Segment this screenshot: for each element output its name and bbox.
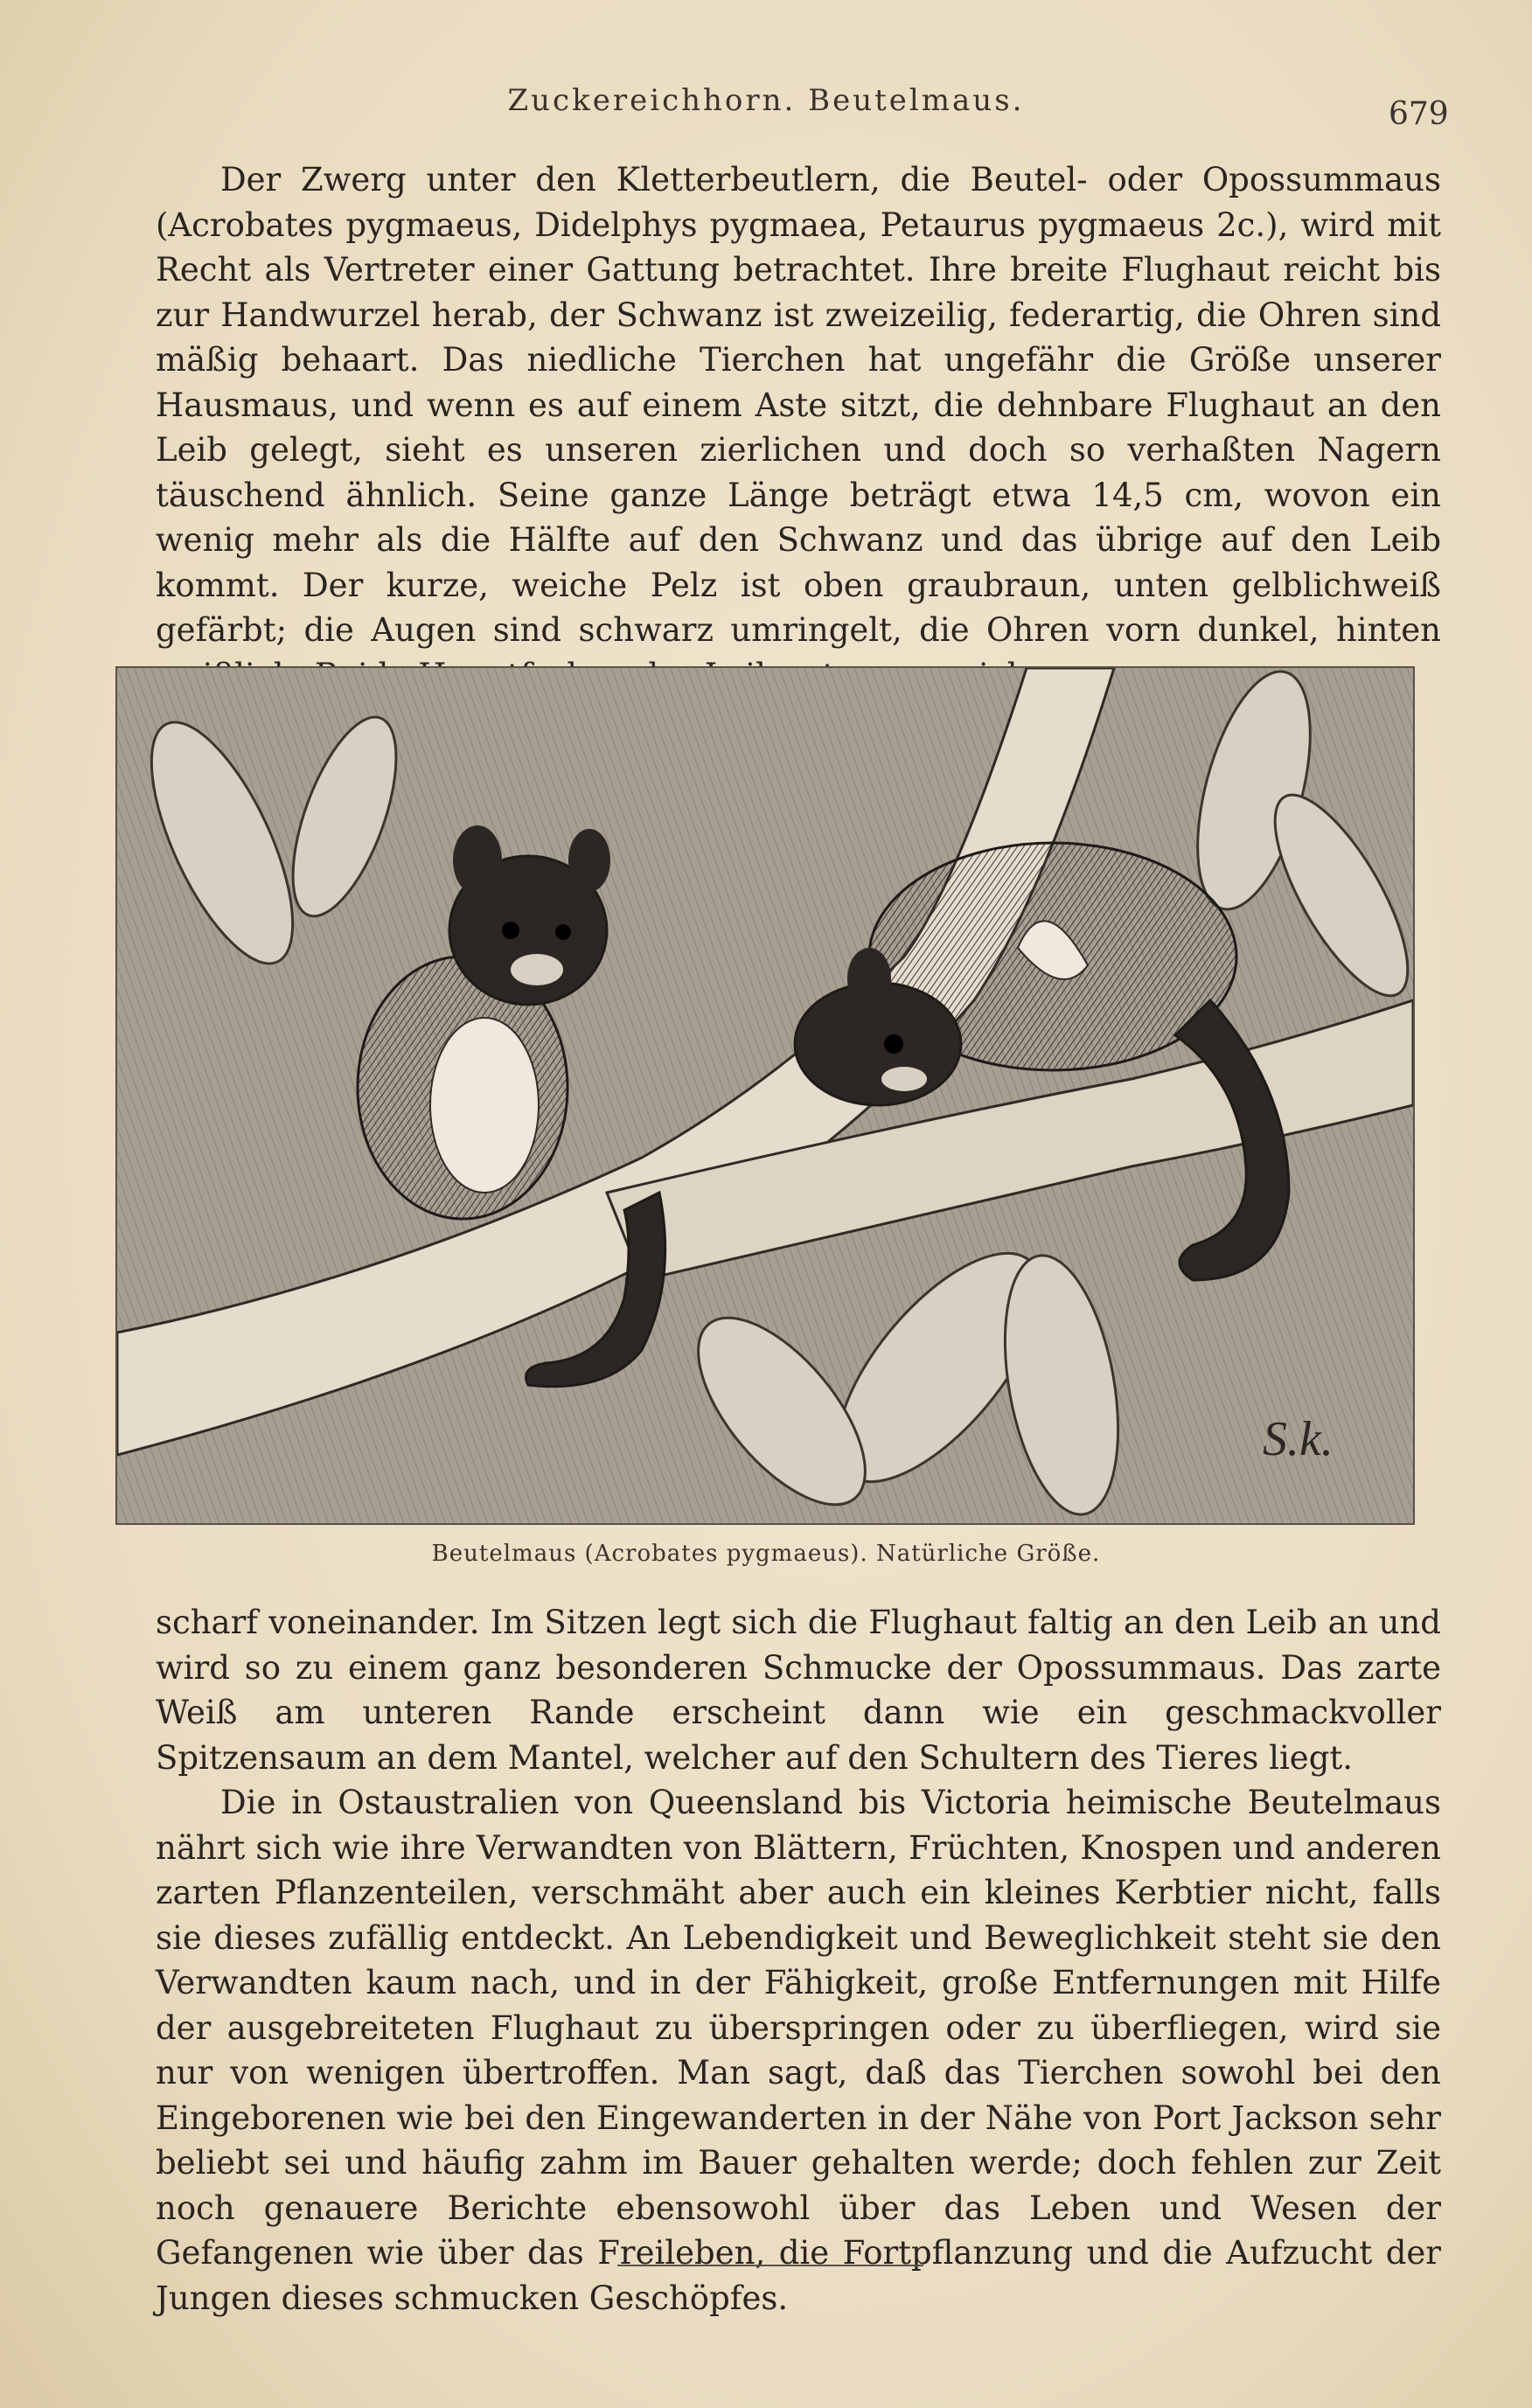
body-text-top	[156, 157, 1441, 698]
illustration	[115, 666, 1415, 1525]
body-text-bottom	[156, 1600, 1441, 2321]
paragraph: scharf voneinander. Im Sitzen legt sich die Flughaut faltig an den Leib an und wird so zu einem ganz besonderen Schmucke der Opossummaus. Das zarte Weiß am unteren Rande erscheint dann wie ein geschmackvoller Spitzensaum an dem Mantel, welcher auf den Schultern des Tieres liegt.	[156, 1604, 1441, 1777]
running-head: Zuckereichhorn. Beutelmaus.	[507, 83, 1025, 118]
paragraph: Der Zwerg unter den Kletterbeutlern, die Beutel- oder Opossummaus (Acrobates pygmaeus, Didelphys pygmaea, Petaurus pygmaeus 2c.), wird mit Recht als Vertreter einer Gattung betrachtet. Ihre breite Flughaut reicht bis zur Handwurzel herab, der Schwanz ist zweizeilig, federartig, die Ohren sind mäßig behaart. Das niedliche Tierchen hat ungefähr die Größe unserer Hausmaus, und wenn es auf einem Aste sitzt, die dehnbare Flughaut an den Leib gelegt, sieht es unseren zierlichen und doch so verhaßten Nagern täuschend ähnlich. Seine ganze Länge beträgt etwa 14,5 cm, wovon ein wenig mehr als die Hälfte auf den Schwanz und das übrige auf den Leib kommt. Der kurze, weiche Pelz ist oben graubraun, unten gelblichweiß gefärbt; die Augen sind schwarz umringelt, die Ohren vorn dunkel, hinten	[156, 161, 1441, 649]
section-end-rule	[617, 2265, 923, 2266]
engraving-feathertail-gliders	[117, 668, 1413, 1523]
paragraph: Die in Ostaustralien von Queensland bis Victoria heimische Beutelmaus nährt sich wie ihre Verwandten von Blättern, Früchten, Knospen und anderen zarten Pflanzenteilen, verschmäht aber auch ein kleines Kerbtier nicht, falls sie dieses zufällig entdeckt. An Lebendigkeit und Beweglichkeit steht sie den Verwandten kaum nach, und in der Fähigkeit, große Entfernungen mit Hilfe der ausgebreiteten Flughaut zu überspringen oder zu überfliegen, wird sie nur von wenigen übertroffen. Man sagt, daß das Tierchen sowohl bei den Eingeborenen wie bei den Eingewanderten in der Nähe von Port Jackson sehr beliebt sei und häufig zahm im Bauer gehalten werde; doch fehlen zur Zeit noch genauere Berichte ebensowohl über das Leben und Wesen der Gefangenen wie über das Freileben, die Fortpflanzung und die Aufzucht der Jungen dieses schmucken Geschöpfes.	[156, 1784, 1441, 2317]
figure-caption: Beutelmaus (Acrobates pygmaeus). Natürliche Größe.	[431, 1541, 1101, 1567]
page-number: 679	[1389, 96, 1449, 132]
artist-signature: S.k.	[1263, 1412, 1334, 1466]
